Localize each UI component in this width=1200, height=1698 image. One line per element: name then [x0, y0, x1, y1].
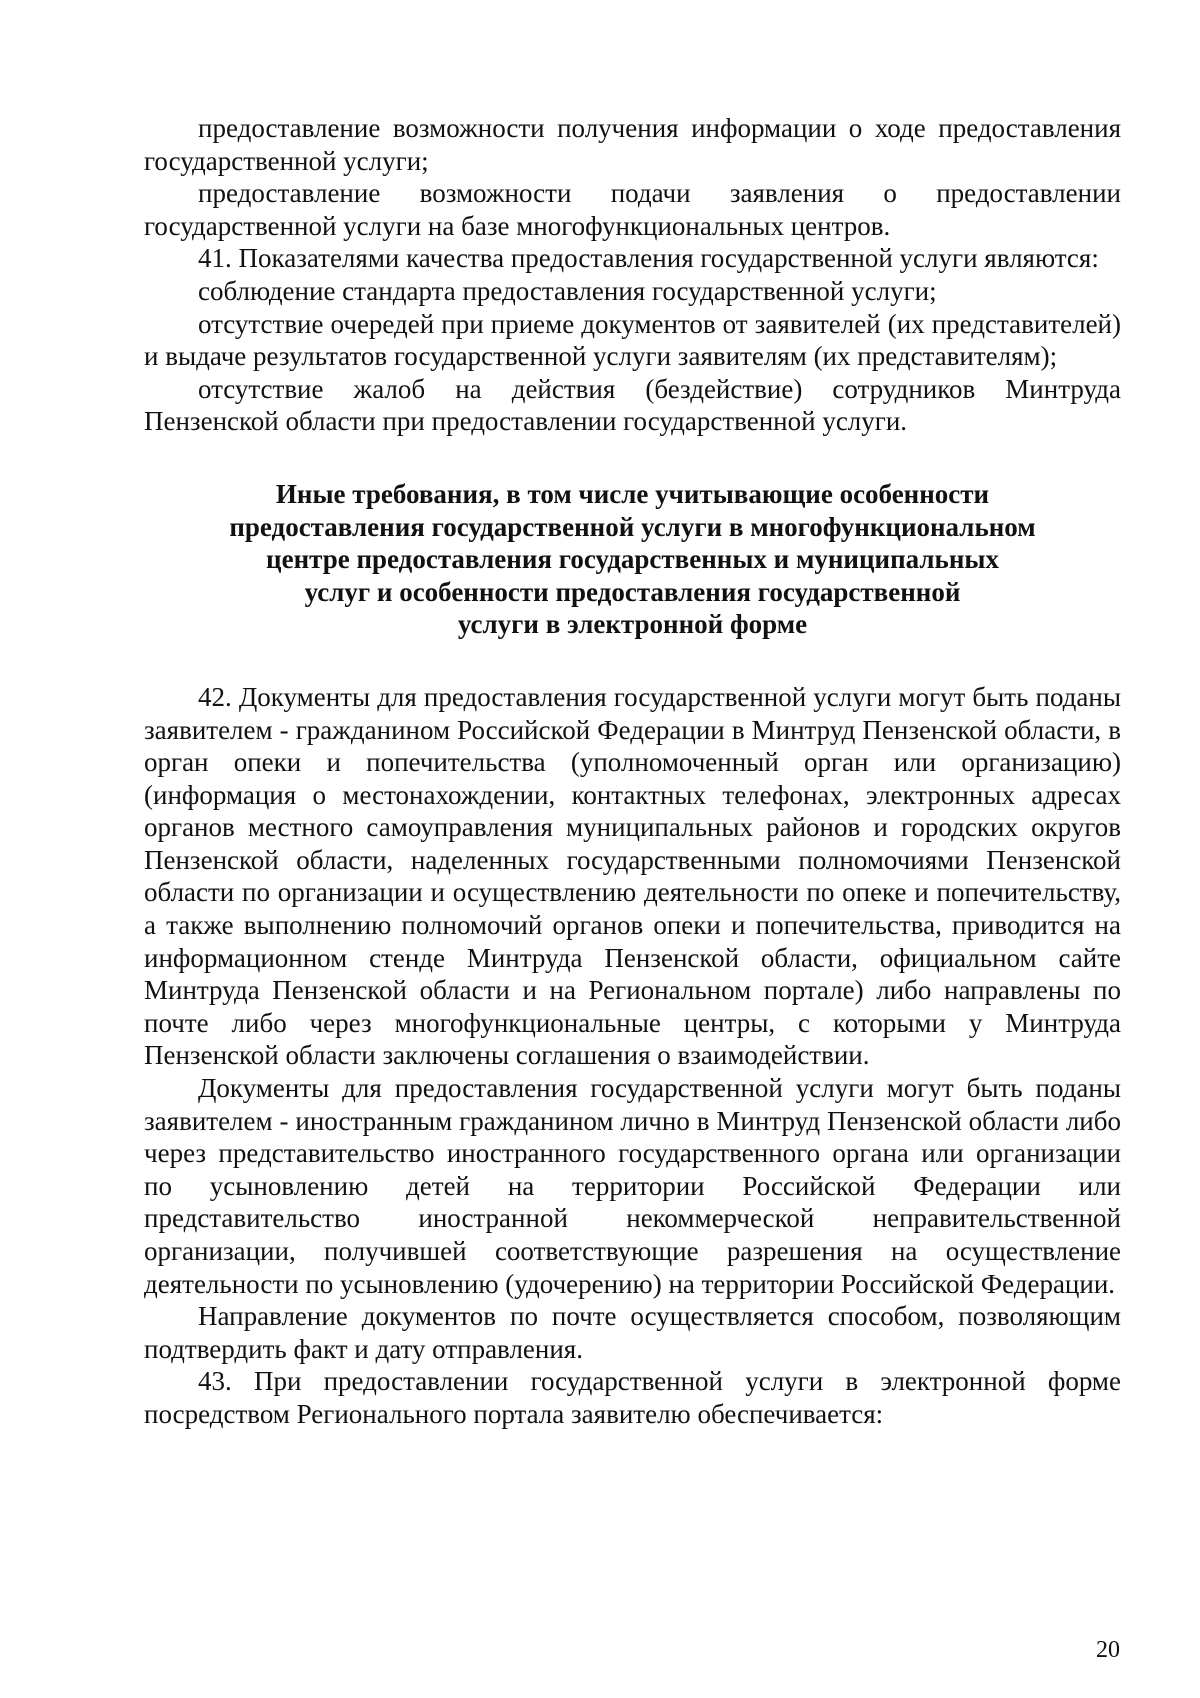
page-content	[144, 112, 1121, 1431]
section-heading	[144, 478, 1121, 641]
heading-line: Иные требования, в том числе учитывающие особенности	[275, 478, 990, 509]
heading-line: предоставления государственной услуги в многофункциональном	[229, 511, 1036, 542]
heading-line: услуг и особенности предоставления государственной	[304, 576, 961, 607]
paragraph-no-queues: отсутствие очередей при приеме документов от заявителей (их представителей) и выдаче результатов государственной услуги заявителям (их представителям);	[144, 308, 1121, 372]
paragraph-mfc-application: предоставление возможности подачи заявления о предоставлении государственной услуги на базе многофункциональных центров.	[144, 178, 1121, 241]
heading-line: центре предоставления государственных и муниципальных	[266, 544, 999, 575]
paragraph-documents-foreign-citizen: Документы для предоставления государственной услуги могут быть поданы заявителем - иностранным гражданином лично в Минтруд Пензенской области либо через представительство иностранного государственного органа или организации по усыновлению детей на территории Российской Федерации или представительство иностранной некоммерческой неправительственной организации, получившей соответствующие разрешения на осуществление деятельности по усыновлению (удочерению) на территории Российской Федерации.	[144, 1073, 1121, 1299]
page-number: 20	[1096, 1637, 1120, 1663]
paragraph-standard-compliance: соблюдение стандарта предоставления государственной услуги;	[198, 275, 937, 306]
paragraph-43-electronic-form: 43. При предоставлении государственной услуги в электронной форме посредством Регионального портала заявителю обеспечивается:	[144, 1366, 1121, 1429]
heading-line: услуги в электронной форме	[457, 609, 808, 640]
paragraph-postal-delivery: Направление документов по почте осуществляется способом, позволяющим подтвердить факт и дату отправления.	[144, 1301, 1121, 1364]
paragraph-41-quality-indicators: 41. Показателями качества предоставления государственной услуги являются:	[198, 243, 1099, 274]
paragraph-42-documents-citizen: 42. Документы для предоставления государственной услуги могут быть поданы заявителем - гражданином Российской Федерации в Минтруд Пензенской области, в орган опеки и попечительства (уполномоченный орган или организацию) (информация о местонахождении, контактных телефонах, электронных адресах органов местного самоуправления муниципальных районов и городских округов Пензенской области, наделенных государственными полномочиями Пензенской области по организации и осуществлению деятельности по опеке и попечительству, а также выполнению полномочий органов опеки и попечительства, приводится на информационном стенде Минтруда Пензенской области, официальном сайте Минтруда Пензенской области и на Региональном портале) либо направлены по почте либо через многофункциональные центры, с которыми у Минтруда Пензенской области заключены соглашения о взаимодействии.	[144, 681, 1121, 1071]
paragraph-no-complaints: отсутствие жалоб на действия (бездействие) сотрудников Минтруда Пензенской области при предоставлении государственной услуги.	[144, 373, 1121, 437]
paragraph-info-progress: предоставление возможности получения информации о ходе предоставления государственной услуги;	[144, 113, 1121, 176]
